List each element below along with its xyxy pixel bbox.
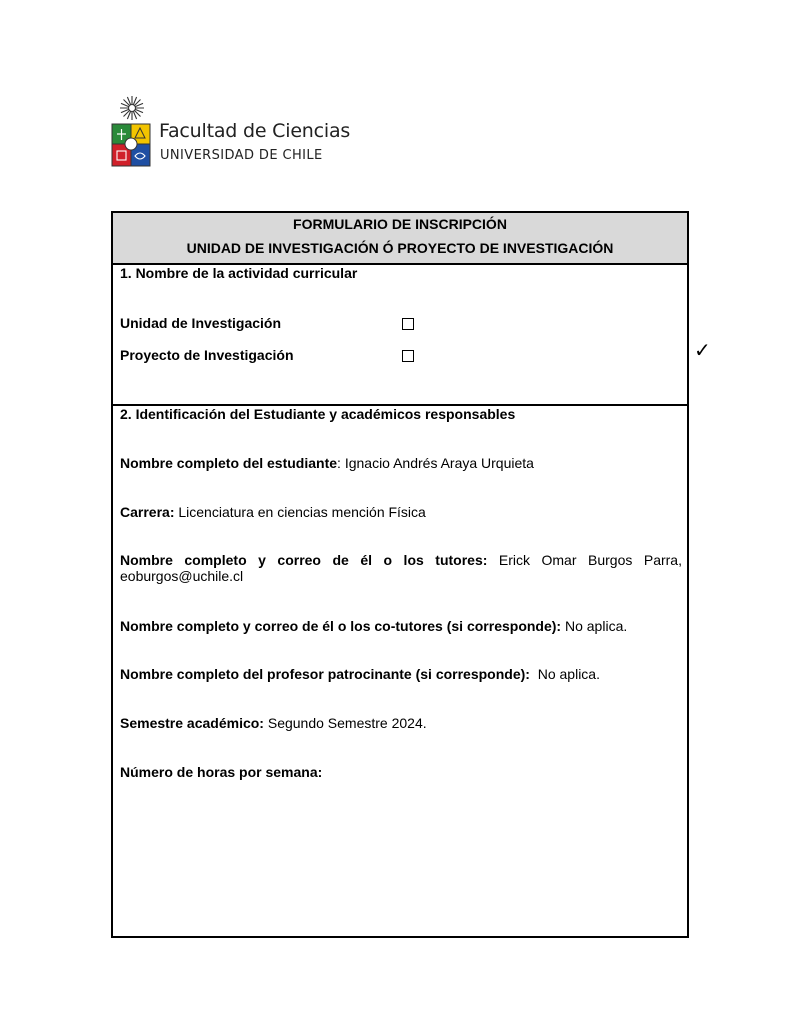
faculty-logo [108, 94, 368, 176]
hours-label: Número de horas por semana: [120, 764, 323, 780]
student-name-row [120, 455, 534, 471]
semester-row [120, 715, 427, 731]
form-subtitle: UNIDAD DE INVESTIGACIÓN Ó PROYECTO DE INVESTIGACIÓN [186, 240, 614, 256]
option-proyecto-checkbox[interactable] [402, 340, 711, 362]
registration-form [111, 211, 711, 938]
option-unidad-checkbox[interactable] [402, 318, 414, 330]
option-proyecto-label: Proyecto de Investigación [120, 347, 294, 363]
semester-value: Segundo Semestre 2024. [263, 715, 427, 731]
student-name-value: : Ignacio Andrés Araya Urquieta [337, 455, 534, 471]
option-unidad-label: Unidad de Investigación [120, 315, 282, 331]
tutors-value: Erick Omar Burgos Parra, eoburgos@uchile.cl [120, 552, 682, 584]
cotutors-row [120, 618, 627, 634]
section2-heading: 2. Identificación del Estudiante y académicos responsables [120, 406, 516, 422]
section-student-identification [113, 406, 687, 936]
career-value: Licenciatura en ciencias mención Física [174, 504, 426, 520]
sponsor-row [120, 666, 600, 682]
form-title: FORMULARIO DE INSCRIPCIÓN [293, 216, 507, 232]
career-row [120, 504, 426, 520]
tutors-label: Nombre completo y correo de él o los tutores: [120, 552, 488, 568]
university-crest-icon [108, 94, 158, 176]
tutors-row [120, 552, 682, 584]
cotutors-value: No aplica. [561, 618, 628, 634]
section1-heading: 1. Nombre de la actividad curricular [120, 265, 358, 281]
semester-label: Semestre académico: [120, 715, 264, 731]
sponsor-value: No aplica. [529, 666, 600, 682]
faculty-name: Facultad de Ciencias [159, 120, 351, 142]
career-label: Carrera: [120, 504, 175, 520]
section-curricular-activity [113, 265, 711, 406]
sponsor-label: Nombre completo del profesor patrocinante (si corresponde): [120, 666, 530, 682]
cotutors-label: Nombre completo y correo de él o los co-tutores (si corresponde): [120, 618, 562, 634]
university-name: UNIVERSIDAD DE CHILE [160, 148, 323, 163]
checkmark-icon: ✓ [694, 340, 711, 362]
form-header [113, 213, 687, 265]
student-name-label: Nombre completo del estudiante [120, 455, 338, 471]
